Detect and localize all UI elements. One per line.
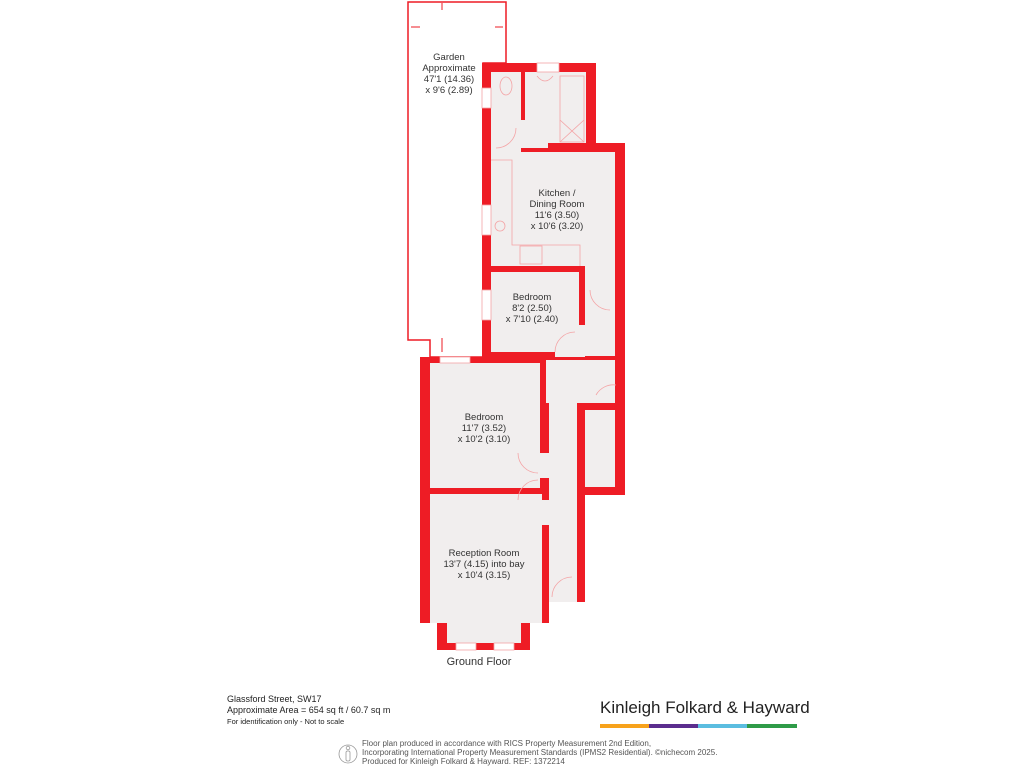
reception-label: Reception Room 13'7 (4.15) into bay x 10'4 (3.15) [443, 548, 525, 581]
note-line-1: Floor plan produced in accordance with RICS Property Measurement 2nd Edition, [362, 739, 652, 748]
address: Glassford Street, SW17 [227, 694, 322, 704]
bedroom-large-label: Bedroom 11'7 (3.52) x 10'2 (3.10) [457, 412, 511, 445]
brand-bar-green [747, 724, 797, 728]
brand-logo: Kinleigh Folkard & Hayward [600, 698, 810, 717]
brand-bar-purple [649, 724, 698, 728]
floor-label: Ground Floor [446, 656, 512, 668]
disclaimer: For identification only - Not to scale [227, 717, 345, 726]
brand-bar-orange [600, 724, 649, 728]
ipms-person-icon [338, 741, 358, 767]
area: Approximate Area = 654 sq ft / 60.7 sq m [227, 705, 391, 715]
measurement-notes [362, 740, 717, 766]
note-line-3: Produced for Kinleigh Folkard & Hayward. REF: 1372214 [362, 756, 565, 766]
bedroom-small-label: Bedroom 8'2 (2.50) x 7'10 (2.40) [505, 292, 559, 325]
note-line-2: Incorporating International Property Measurement Standards (IPMS2 Residential). ©nichecom 2025. [362, 747, 718, 757]
garden-label: Garden Approximate 47'1 (14.36) x 9'6 (2.89) [422, 52, 476, 96]
kitchen-label: Kitchen / Dining Room 11'6 (3.50) x 10'6 (3.20) [529, 188, 585, 232]
brand-bar-blue [698, 724, 747, 728]
